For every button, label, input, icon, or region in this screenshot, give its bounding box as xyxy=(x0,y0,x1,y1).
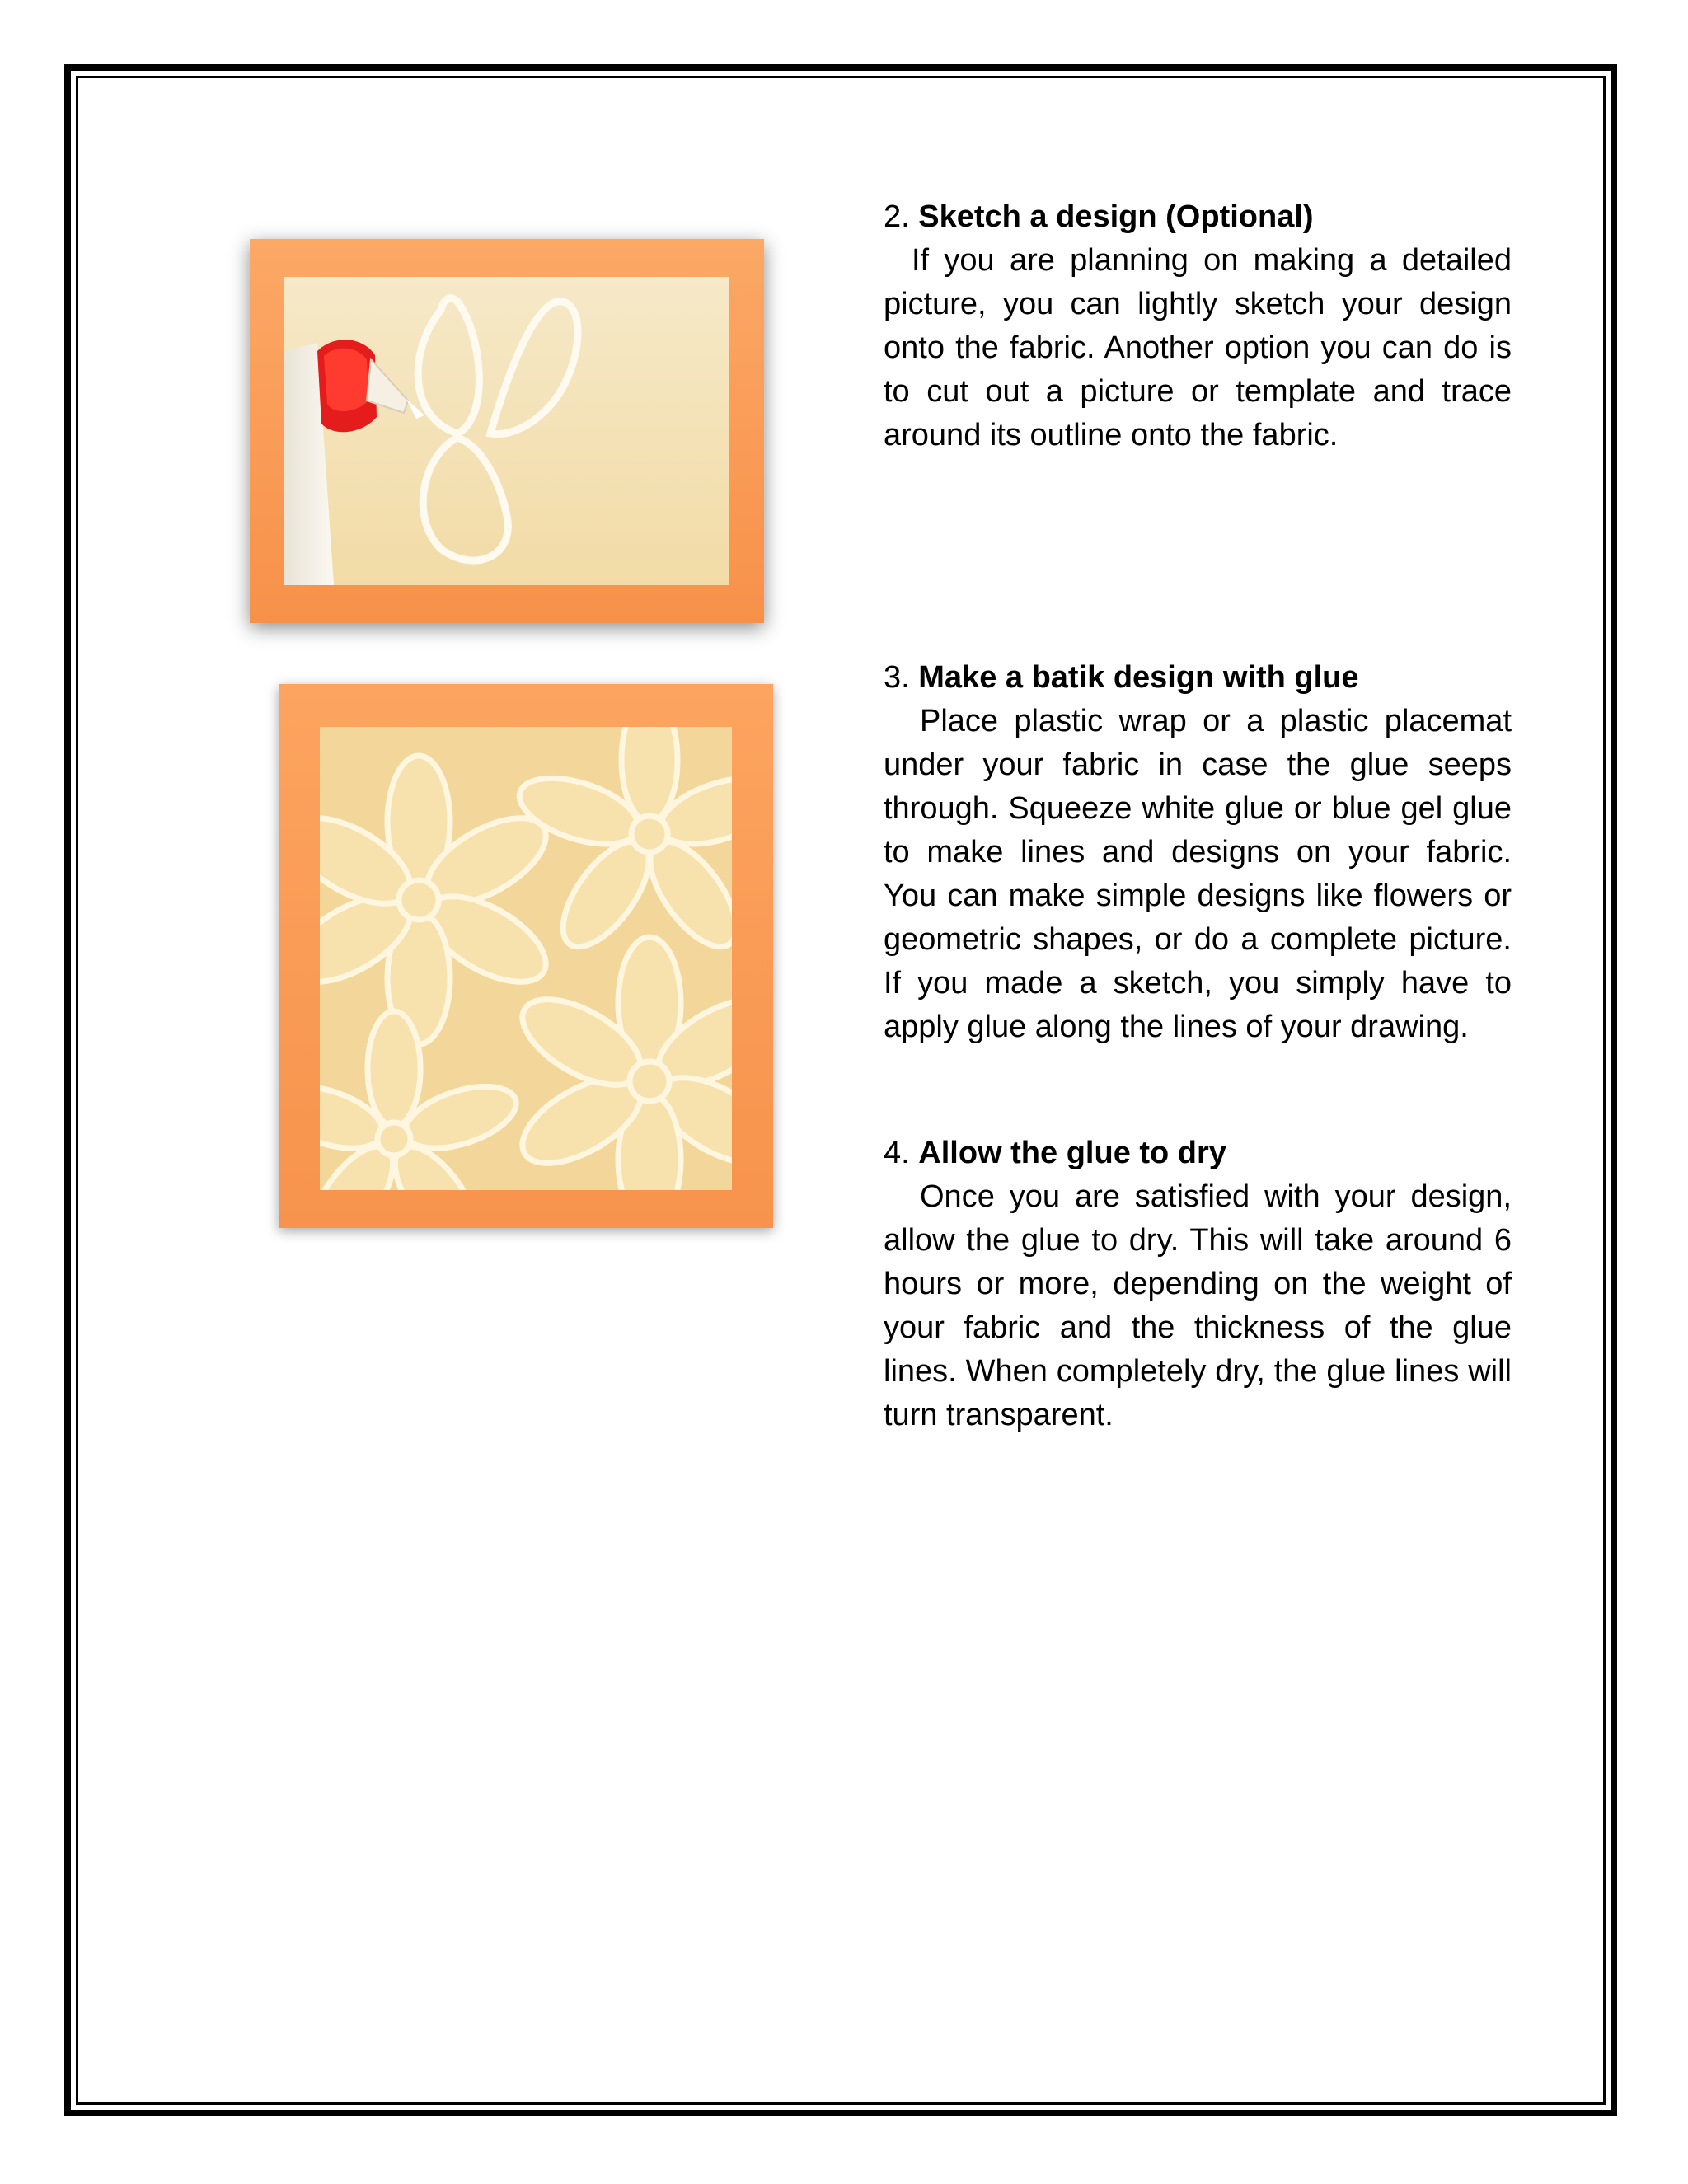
glue-bottle-illustration xyxy=(284,277,729,585)
batik-flowers-illustration xyxy=(320,727,732,1190)
step-title: Sketch a design (Optional) xyxy=(918,199,1314,234)
step-glue-dry xyxy=(884,1132,1512,1437)
step-heading xyxy=(884,656,1512,700)
step-number: 3. xyxy=(884,660,910,695)
step-heading xyxy=(884,195,1512,239)
step-body: Place plastic wrap or a plastic placemat under your fabric in case the glue seeps through. Squeeze white glue or blue gel glue to make lines and designs on your fabric. You can make simple designs like flowers or geometric shapes, or do a complete picture. If you made a sketch, you simply have to apply glue along the lines of your drawing. xyxy=(884,704,1512,1044)
step-sketch-design xyxy=(884,195,1512,457)
batik-flowers-photo-frame xyxy=(279,684,773,1228)
step-number: 2. xyxy=(884,199,910,234)
glue-bottle-photo xyxy=(284,277,729,585)
step-title: Make a batik design with glue xyxy=(918,660,1359,695)
step-batik-design xyxy=(884,656,1512,1049)
step-heading xyxy=(884,1132,1512,1175)
step-title: Allow the glue to dry xyxy=(918,1136,1226,1170)
batik-flowers-photo xyxy=(320,727,732,1190)
step-body: Once you are satisfied with your design, allow the glue to dry. This will take around 6 hours or more, depending on the weight of your fabric and the thickness of the glue lines. When completely dry, the glue lines will turn transparent. xyxy=(884,1179,1512,1432)
glue-bottle-photo-frame xyxy=(250,239,764,623)
step-body: If you are planning on making a detailed picture, you can lightly sketch your design onto the fabric. Another option you can do is to cut out a picture or template and trace around its outline onto the fabric. xyxy=(884,243,1512,452)
step-number: 4. xyxy=(884,1136,910,1170)
